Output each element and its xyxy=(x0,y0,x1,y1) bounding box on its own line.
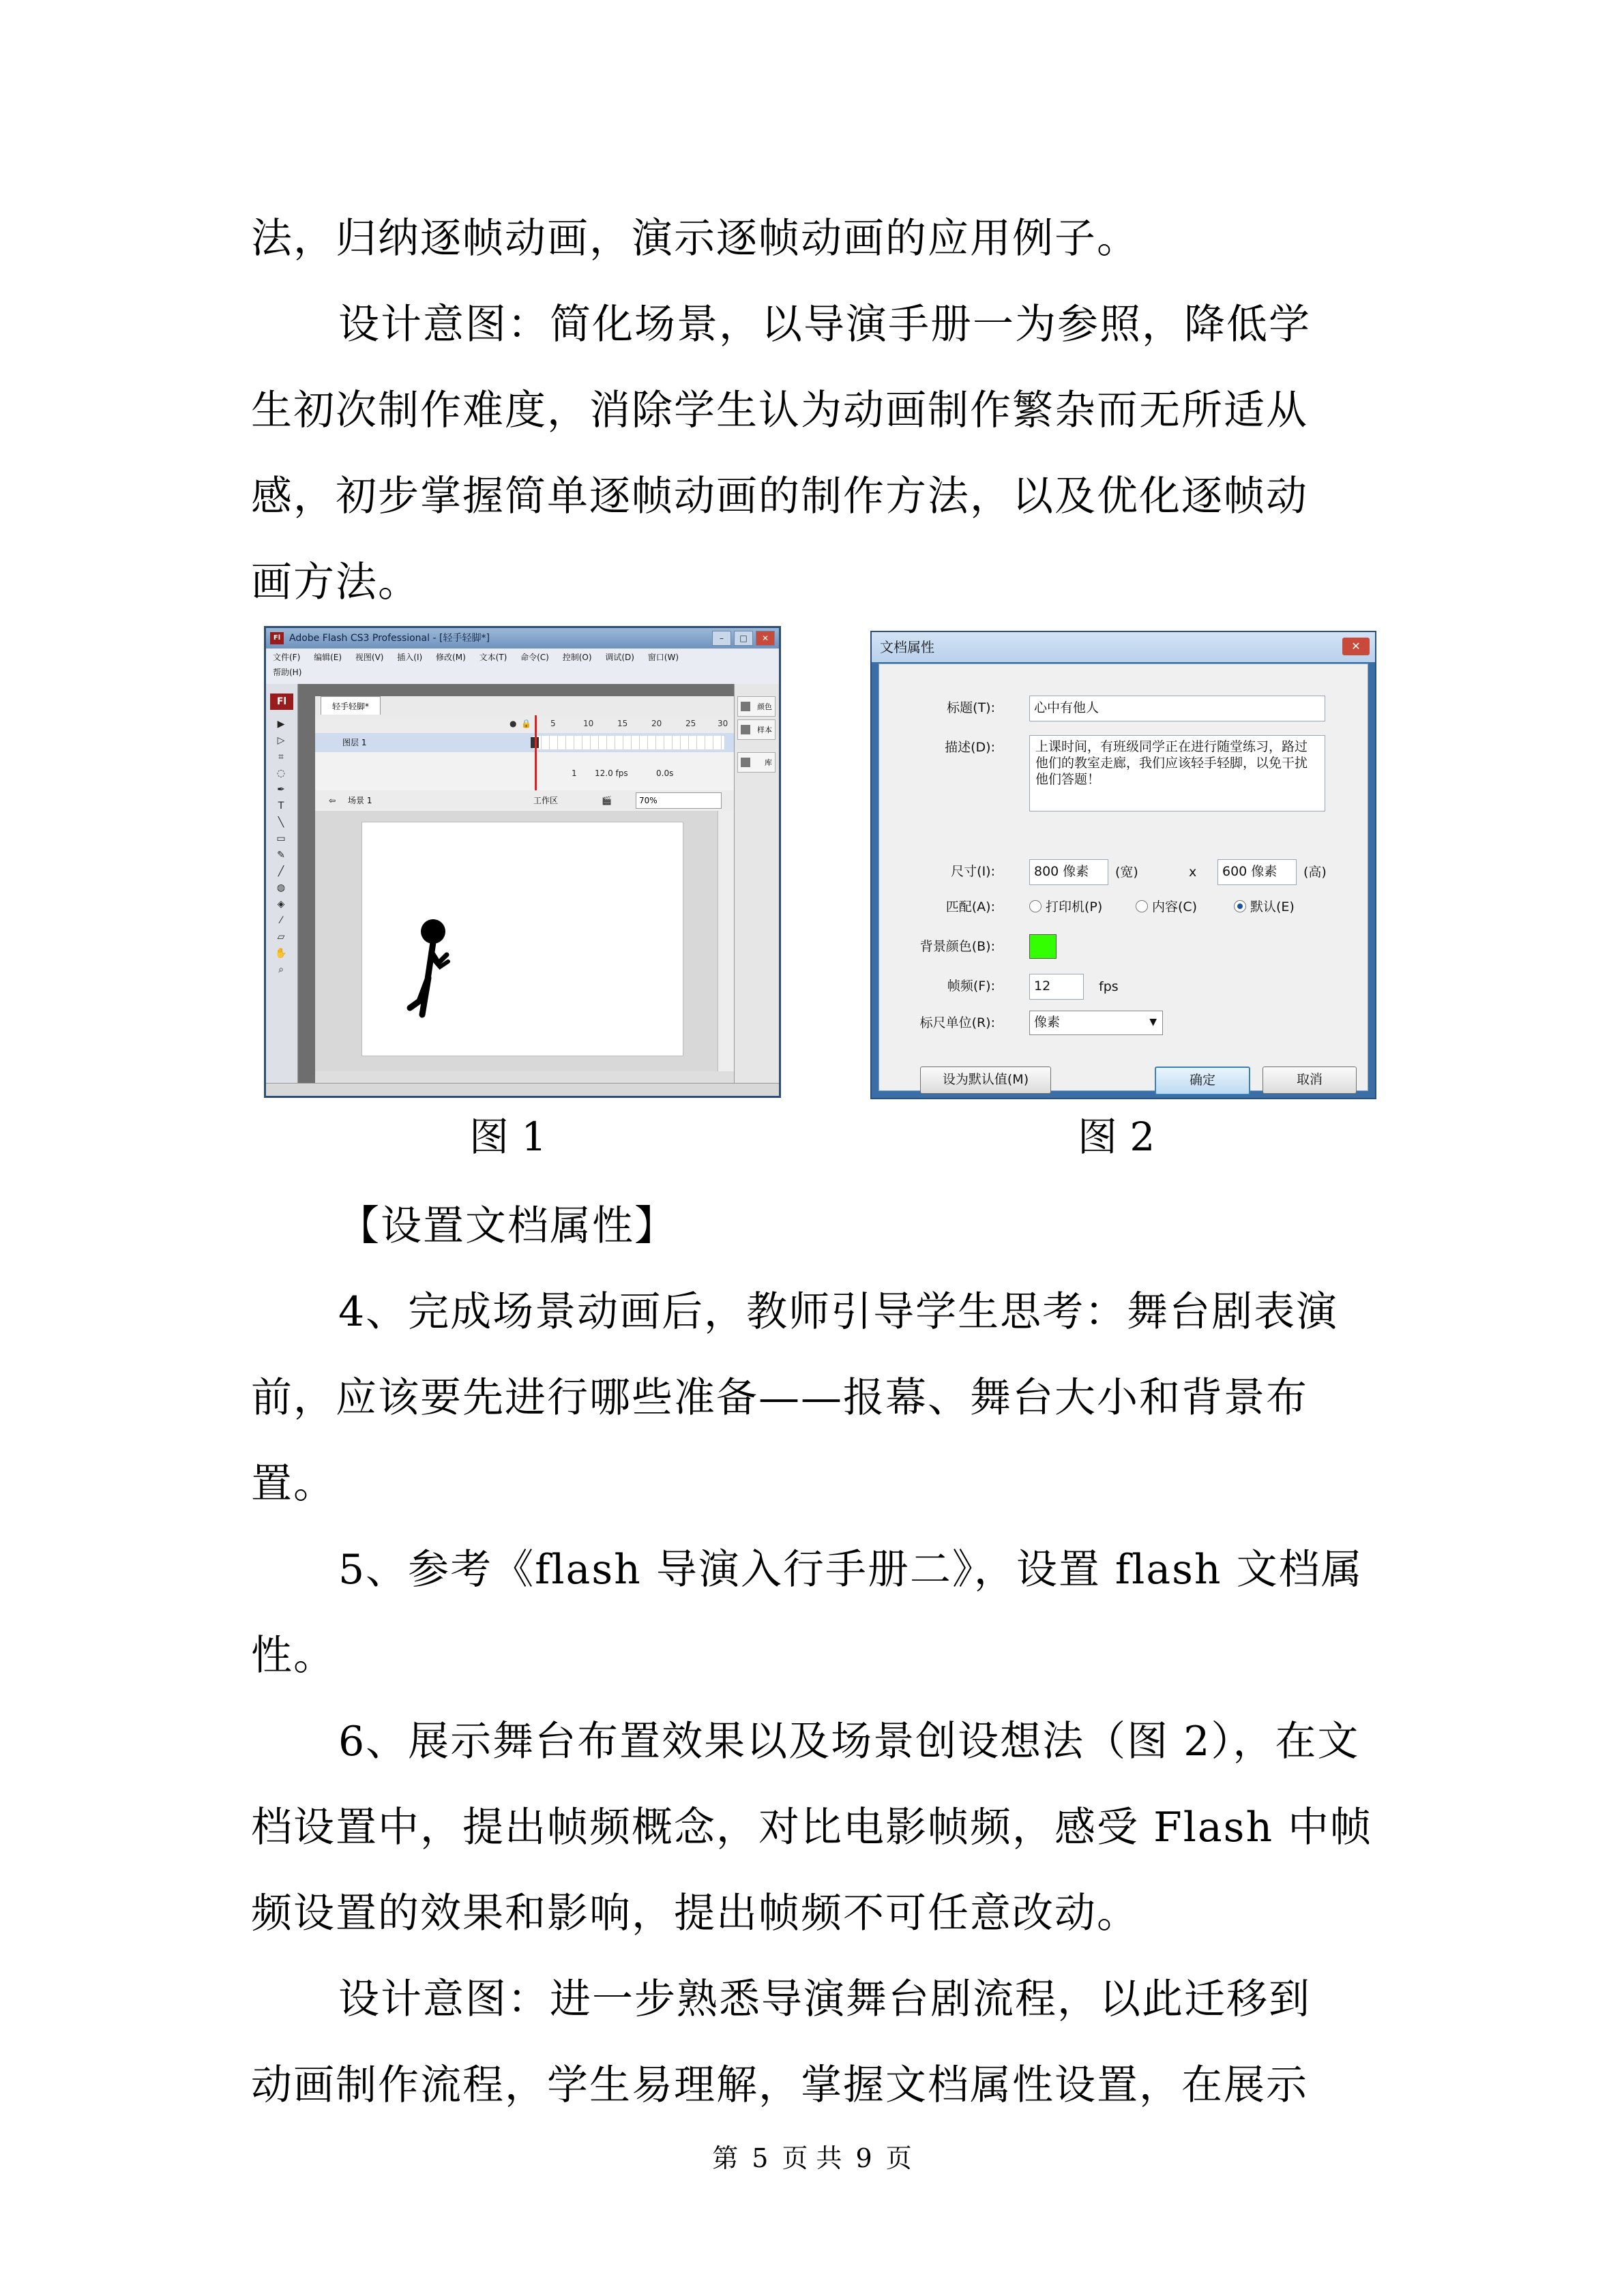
footer-total-pages: 9 xyxy=(855,2143,872,2173)
scene-bar xyxy=(315,790,734,811)
eraser-tool-icon[interactable]: ▱ xyxy=(277,931,285,942)
vertical-scrollbar[interactable] xyxy=(718,811,735,1071)
document-tab[interactable]: 轻手轻脚* xyxy=(321,696,381,715)
ruler-units-value: 像素 xyxy=(1034,1015,1061,1030)
body-line-15: 动画制作流程，学生易理解，掌握文档属性设置，在展示 xyxy=(251,2061,1308,2109)
window-titlebar xyxy=(266,628,779,648)
cancel-button[interactable]: 取消 xyxy=(1263,1067,1357,1094)
workspace-menu[interactable]: 工作区 xyxy=(533,796,559,805)
body-line-14: 设计意图：进一步熟悉导演舞台剧流程，以此迁移到 xyxy=(338,1976,1311,2023)
menu-debug[interactable]: 调试(D) xyxy=(605,653,634,662)
hand-tool-icon[interactable]: ✋ xyxy=(275,948,287,959)
scene-name[interactable]: 场景 1 xyxy=(348,796,372,805)
match-default-radio[interactable]: 默认(E) xyxy=(1234,897,1295,916)
pencil-tool-icon[interactable]: ✎ xyxy=(277,850,285,861)
menu-control[interactable]: 控制(O) xyxy=(562,653,592,662)
match-contents-radio[interactable]: 内容(C) xyxy=(1136,897,1197,916)
body-line-6: 4、完成场景动画后，教师引导学生思考：舞台剧表演 xyxy=(338,1288,1339,1336)
figure-2-document-properties-dialog xyxy=(870,631,1376,1099)
width-input[interactable]: 800 像素 xyxy=(1029,859,1108,885)
page-footer xyxy=(0,2141,1624,2175)
times-sign: x xyxy=(1189,865,1197,880)
frame-rate: 12.0 fps xyxy=(595,769,628,778)
background-color-label: 背景颜色(B): xyxy=(919,939,995,954)
footer-mid: 页 共 xyxy=(782,2143,842,2173)
panel-swatches[interactable]: 样本 xyxy=(737,719,776,740)
ruler-tick: 30 xyxy=(718,719,728,728)
body-line-2: 设计意图：简化场景，以导演手册一为参照，降低学 xyxy=(338,301,1311,348)
ruler-tick: 20 xyxy=(651,719,662,728)
minimize-icon[interactable]: – xyxy=(712,631,731,646)
set-default-button[interactable]: 设为默认值(M) xyxy=(920,1067,1051,1094)
title-label: 标题(T): xyxy=(947,700,995,715)
chevron-down-icon: ▼ xyxy=(1149,1017,1157,1028)
body-line-8: 置。 xyxy=(251,1460,336,1508)
eye-icon[interactable]: ● xyxy=(510,719,517,728)
menu-insert[interactable]: 插入(I) xyxy=(397,653,423,662)
flash-logo-icon: Fl xyxy=(270,694,293,710)
frame-cells[interactable] xyxy=(533,736,724,749)
flash-app-icon: Fl xyxy=(270,632,284,644)
section-heading: 【设置文档属性】 xyxy=(338,1202,677,1250)
eyedropper-icon[interactable]: ⁄ xyxy=(280,915,282,926)
dialog-body xyxy=(879,664,1368,1091)
description-label: 描述(D): xyxy=(945,740,995,755)
ink-bottle-icon[interactable]: ◍ xyxy=(276,882,286,893)
menu-text[interactable]: 文本(T) xyxy=(479,653,507,662)
lock-icon[interactable]: 🔒 xyxy=(521,719,531,728)
menu-view[interactable]: 视图(V) xyxy=(355,653,384,662)
height-unit: (高) xyxy=(1303,865,1327,880)
zoom-tool-icon[interactable]: ⌕ xyxy=(278,964,284,975)
stick-figure-drawing xyxy=(362,822,683,1056)
description-textarea[interactable]: 上课时间，有班级同学正在进行随堂练习，路过他们的教室走廊，我们应该轻手轻脚，以免干扰他们答题！ xyxy=(1029,735,1325,811)
timeline-status xyxy=(315,764,734,782)
subselection-tool-icon[interactable]: ▷ xyxy=(277,735,285,746)
horizontal-scrollbar[interactable] xyxy=(266,1083,779,1096)
body-line-13: 频设置的效果和影响，提出帧频不可任意改动。 xyxy=(251,1890,1139,1937)
ok-button[interactable]: 确定 xyxy=(1155,1067,1250,1095)
brush-tool-icon[interactable]: ╱ xyxy=(278,866,284,877)
rectangle-tool-icon[interactable]: ▭ xyxy=(276,833,286,844)
frame-rate-unit: fps xyxy=(1099,979,1119,994)
menu-modify[interactable]: 修改(M) xyxy=(436,653,466,662)
footer-page-number: 5 xyxy=(752,2143,769,2173)
menu-edit[interactable]: 编辑(E) xyxy=(314,653,342,662)
panel-library[interactable]: 库 xyxy=(737,752,776,773)
current-frame: 1 xyxy=(572,769,577,778)
match-printer-radio[interactable]: 打印机(P) xyxy=(1029,897,1102,916)
edit-scene-icon[interactable]: 🎬 xyxy=(602,796,612,805)
body-line-9: 5、参考《flash 导演入行手册二》，设置 flash 文档属 xyxy=(338,1546,1363,1594)
line-tool-icon[interactable]: ╲ xyxy=(278,817,284,828)
panel-color[interactable]: 颜色 xyxy=(737,696,776,717)
size-label: 尺寸(I): xyxy=(951,864,995,879)
menu-commands[interactable]: 命令(C) xyxy=(520,653,549,662)
frame-rate-label: 帧频(F): xyxy=(947,979,995,994)
ruler-tick: 15 xyxy=(617,719,628,728)
back-arrow-icon[interactable]: ⇦ xyxy=(329,796,336,805)
menu-file[interactable]: 文件(F) xyxy=(273,653,301,662)
right-panel-dock xyxy=(734,684,779,1084)
match-label: 匹配(A): xyxy=(945,899,995,914)
body-line-1: 法，归纳逐帧动画，演示逐帧动画的应用例子。 xyxy=(251,215,1139,263)
window-title: Adobe Flash CS3 Professional - [轻手轻脚*] xyxy=(289,633,490,644)
document-tab-bar xyxy=(315,696,734,716)
ruler-tick: 10 xyxy=(583,719,594,728)
background-color-swatch[interactable] xyxy=(1029,934,1057,959)
menu-help[interactable]: 帮助(H) xyxy=(273,668,302,677)
timeline-panel xyxy=(315,715,734,791)
figure-1-caption: 图 1 xyxy=(469,1114,547,1160)
free-transform-icon[interactable]: ⌗ xyxy=(278,751,284,762)
text-tool-icon[interactable]: T xyxy=(278,801,284,811)
body-line-3: 生初次制作难度，消除学生认为动画制作繁杂而无所适从 xyxy=(251,387,1308,434)
stage[interactable] xyxy=(361,822,683,1056)
footer-prefix: 第 xyxy=(712,2143,739,2173)
body-line-5: 画方法。 xyxy=(251,558,420,606)
stage-pasteboard xyxy=(315,811,718,1071)
selection-tool-icon[interactable]: ▶ xyxy=(277,719,285,730)
footer-suffix: 页 xyxy=(885,2143,912,2173)
maximize-icon[interactable]: □ xyxy=(734,631,753,646)
title-input[interactable]: 心中有他人 xyxy=(1029,696,1325,721)
ruler-tick: 25 xyxy=(685,719,696,728)
menu-window[interactable]: 窗口(W) xyxy=(647,653,679,662)
figure-1-flash-window xyxy=(264,626,781,1098)
toolbox-panel xyxy=(266,684,298,1084)
menu-bar xyxy=(266,648,779,684)
close-icon[interactable]: ✕ xyxy=(756,631,775,646)
ruler-units-label: 标尺单位(R): xyxy=(919,1015,995,1030)
close-icon[interactable]: ✕ xyxy=(1342,638,1370,655)
height-input[interactable]: 600 像素 xyxy=(1217,859,1297,885)
body-line-11: 6、展示舞台布置效果以及场景创设想法（图 2），在文 xyxy=(338,1718,1360,1765)
zoom-select[interactable]: 70% xyxy=(636,792,722,809)
body-line-10: 性。 xyxy=(251,1632,336,1680)
frame-rate-input[interactable]: 12 xyxy=(1029,974,1084,1000)
body-line-7: 前，应该要先进行哪些准备——报幕、舞台大小和背景布 xyxy=(251,1374,1308,1422)
document-area xyxy=(315,696,734,1084)
pen-tool-icon[interactable]: ✒ xyxy=(277,784,285,795)
elapsed-time: 0.0s xyxy=(656,769,674,778)
ruler-tick: 5 xyxy=(550,719,556,728)
body-line-4: 感，初步掌握简单逐帧动画的制作方法，以及优化逐帧动 xyxy=(251,473,1308,520)
dialog-title: 文档属性 xyxy=(872,632,1375,662)
width-unit: (宽) xyxy=(1115,865,1138,880)
paint-bucket-icon[interactable]: ◈ xyxy=(277,899,285,910)
frame-ruler xyxy=(315,715,734,734)
lasso-tool-icon[interactable]: ◌ xyxy=(276,768,286,779)
ruler-units-select[interactable] xyxy=(1029,1011,1163,1035)
layer-name: 图层 1 xyxy=(342,738,367,747)
figure-2-caption: 图 2 xyxy=(1078,1114,1155,1160)
body-line-12: 档设置中，提出帧频概念，对比电影帧频，感受 Flash 中帧 xyxy=(251,1804,1373,1851)
